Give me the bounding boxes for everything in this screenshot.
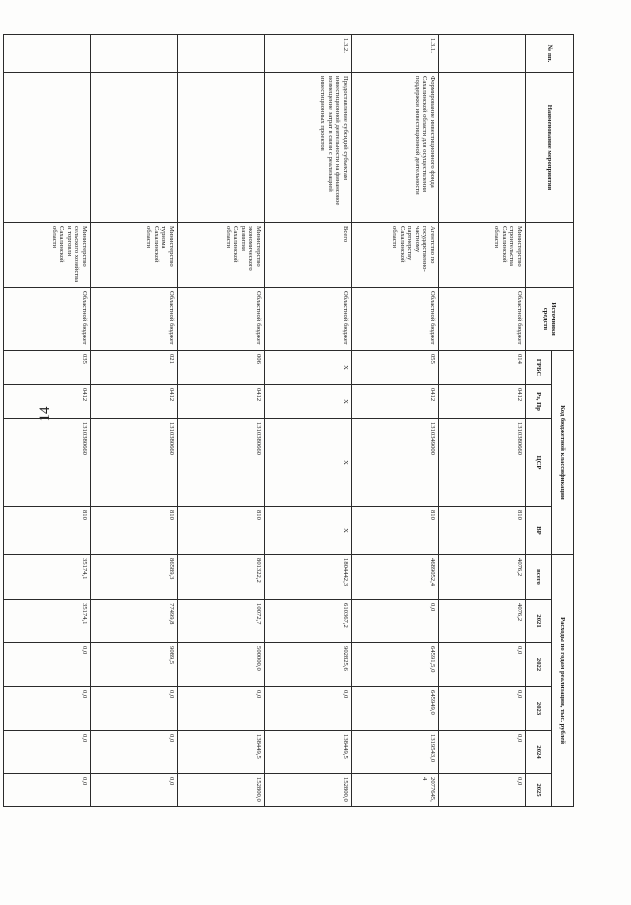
cell-csr: 1310380660 bbox=[439, 419, 526, 507]
cell-num bbox=[178, 35, 265, 73]
cell-vr: 810 bbox=[352, 507, 439, 555]
cell-2022: 9089,5 bbox=[91, 643, 178, 687]
cell-rzpr: 0412 bbox=[439, 385, 526, 419]
cell-2022: 902825,6 bbox=[265, 643, 352, 687]
header-num: № пп. bbox=[526, 35, 574, 73]
cell-grbs: Х bbox=[265, 351, 352, 385]
header-source: Источники средств bbox=[526, 288, 574, 351]
cell-total: 4689052,4 bbox=[352, 555, 439, 600]
cell-num: 1.3.1. bbox=[352, 35, 439, 73]
cell-vr: 810 bbox=[91, 507, 178, 555]
cell-2022: 500000,0 bbox=[178, 643, 265, 687]
cell-2024: 1319543,0 bbox=[352, 731, 439, 774]
header-executor bbox=[526, 223, 574, 288]
cell-source: Областной бюджет bbox=[4, 288, 91, 351]
cell-2025: 2077645,4 bbox=[352, 774, 439, 807]
cell-name: Формирование инвестиционного фонда Сахалинской области для осуществления поддержки инвестиционной деятельности bbox=[352, 73, 439, 223]
cell-csr: 1310380660 bbox=[178, 419, 265, 507]
table-row bbox=[265, 35, 352, 807]
cell-name bbox=[178, 73, 265, 223]
table-row bbox=[91, 35, 178, 807]
table-row bbox=[4, 35, 91, 807]
header-year-2021: 2021 bbox=[526, 600, 552, 643]
cell-2025: 0,0 bbox=[91, 774, 178, 807]
cell-rzpr: 0412 bbox=[91, 385, 178, 419]
cell-executor: Министерство туризма Сахалинской области bbox=[91, 223, 178, 288]
cell-rzpr: Х bbox=[265, 385, 352, 419]
cell-rzpr: 0412 bbox=[178, 385, 265, 419]
cell-total: 801322,2 bbox=[178, 555, 265, 600]
cell-csr: 1310349000 bbox=[352, 419, 439, 507]
cell-2021: 4076,2 bbox=[439, 600, 526, 643]
cell-2022: 0,0 bbox=[4, 643, 91, 687]
cell-name: Предоставление субсидий субъектам инвестиционной деятельности на финансовое возмещение затрат в связи с реализацией инвестиционных проектов bbox=[265, 73, 352, 223]
cell-executor: Министерство экономического развития Сахалинской области bbox=[178, 223, 265, 288]
cell-2021: 35174,1 bbox=[4, 600, 91, 643]
rotated-table-container bbox=[50, 34, 574, 806]
cell-num bbox=[91, 35, 178, 73]
cell-grbs: 014 bbox=[439, 351, 526, 385]
cell-2021: 10072,7 bbox=[178, 600, 265, 643]
cell-2025: 152800,0 bbox=[178, 774, 265, 807]
cell-2023: 0,0 bbox=[178, 687, 265, 731]
cell-2023: 0,0 bbox=[91, 687, 178, 731]
cell-2021: 0,0 bbox=[352, 600, 439, 643]
header-vr: ВР bbox=[526, 507, 552, 555]
cell-num: 1.3.2. bbox=[265, 35, 352, 73]
cell-source: Областной бюджет bbox=[352, 288, 439, 351]
header-expenses-group: Расходы по годам реализации, тыс. рублей bbox=[552, 555, 574, 807]
cell-source: Областной бюджет bbox=[178, 288, 265, 351]
header-year-2022: 2022 bbox=[526, 643, 552, 687]
cell-grbs: 055 bbox=[352, 351, 439, 385]
budget-table bbox=[3, 34, 574, 807]
cell-source: Областной бюджет bbox=[439, 288, 526, 351]
cell-2025: 0,0 bbox=[4, 774, 91, 807]
cell-2024: 138449,5 bbox=[265, 731, 352, 774]
cell-2023: 0,0 bbox=[439, 687, 526, 731]
cell-source: Областной бюджет bbox=[91, 288, 178, 351]
header-name: Наименование мероприятия bbox=[526, 73, 574, 223]
header-code-group: Код бюджетной классификации bbox=[552, 351, 574, 555]
cell-2024: 0,0 bbox=[439, 731, 526, 774]
cell-rzpr: 0412 bbox=[4, 385, 91, 419]
cell-2025: 152800,0 bbox=[265, 774, 352, 807]
header-row-top bbox=[552, 35, 574, 807]
header-total: всего bbox=[526, 555, 552, 600]
cell-executor: Министерство строительства Сахалинской области bbox=[439, 223, 526, 288]
cell-2022: 64591,5,0 bbox=[352, 643, 439, 687]
cell-vr: Х bbox=[265, 507, 352, 555]
cell-2023: 645949,0 bbox=[352, 687, 439, 731]
header-year-2025: 2025 bbox=[526, 774, 552, 807]
cell-2024: 138449,5 bbox=[178, 731, 265, 774]
cell-2024: 0,0 bbox=[91, 731, 178, 774]
cell-2023: 0,0 bbox=[4, 687, 91, 731]
cell-vr: 810 bbox=[4, 507, 91, 555]
cell-executor: Министерство сельского хозяйства и торговли Сахалинской области bbox=[4, 223, 91, 288]
cell-name bbox=[91, 73, 178, 223]
cell-vr: 810 bbox=[178, 507, 265, 555]
table-row bbox=[352, 35, 439, 807]
cell-source: Областной бюджет bbox=[265, 288, 352, 351]
cell-2023: 0,0 bbox=[265, 687, 352, 731]
header-rzpr: Рз, Пр bbox=[526, 385, 552, 419]
cell-2024: 0,0 bbox=[4, 731, 91, 774]
cell-num bbox=[4, 35, 91, 73]
cell-total: 35174,1 bbox=[4, 555, 91, 600]
cell-total: 4076,2 bbox=[439, 555, 526, 600]
cell-executor: Всего bbox=[265, 223, 352, 288]
header-grbs: ГРБС bbox=[526, 351, 552, 385]
cell-executor: Агентство по государственно-частному партнерству Сахалинской области bbox=[352, 223, 439, 288]
cell-2021: 610367,2 bbox=[265, 600, 352, 643]
cell-name bbox=[439, 73, 526, 223]
cell-csr: 1310380660 bbox=[91, 419, 178, 507]
cell-grbs: 035 bbox=[4, 351, 91, 385]
header-year-2024: 2024 bbox=[526, 731, 552, 774]
cell-2021: 77499,8 bbox=[91, 600, 178, 643]
cell-grbs: 021 bbox=[91, 351, 178, 385]
cell-grbs: 006 bbox=[178, 351, 265, 385]
table-row bbox=[439, 35, 526, 807]
cell-name bbox=[4, 73, 91, 223]
header-year-2023: 2023 bbox=[526, 687, 552, 731]
header-csr: ЦСР bbox=[526, 419, 552, 507]
cell-total: 1804442,3 bbox=[265, 555, 352, 600]
cell-2022: 0,0 bbox=[439, 643, 526, 687]
cell-csr: Х bbox=[265, 419, 352, 507]
cell-num bbox=[439, 35, 526, 73]
table-row bbox=[178, 35, 265, 807]
cell-csr: 1310380660 bbox=[4, 419, 91, 507]
cell-2025: 0,0 bbox=[439, 774, 526, 807]
cell-total: 86589,3 bbox=[91, 555, 178, 600]
page-number: 14 bbox=[37, 406, 53, 422]
cell-rzpr: 0412 bbox=[352, 385, 439, 419]
cell-vr: 810 bbox=[439, 507, 526, 555]
